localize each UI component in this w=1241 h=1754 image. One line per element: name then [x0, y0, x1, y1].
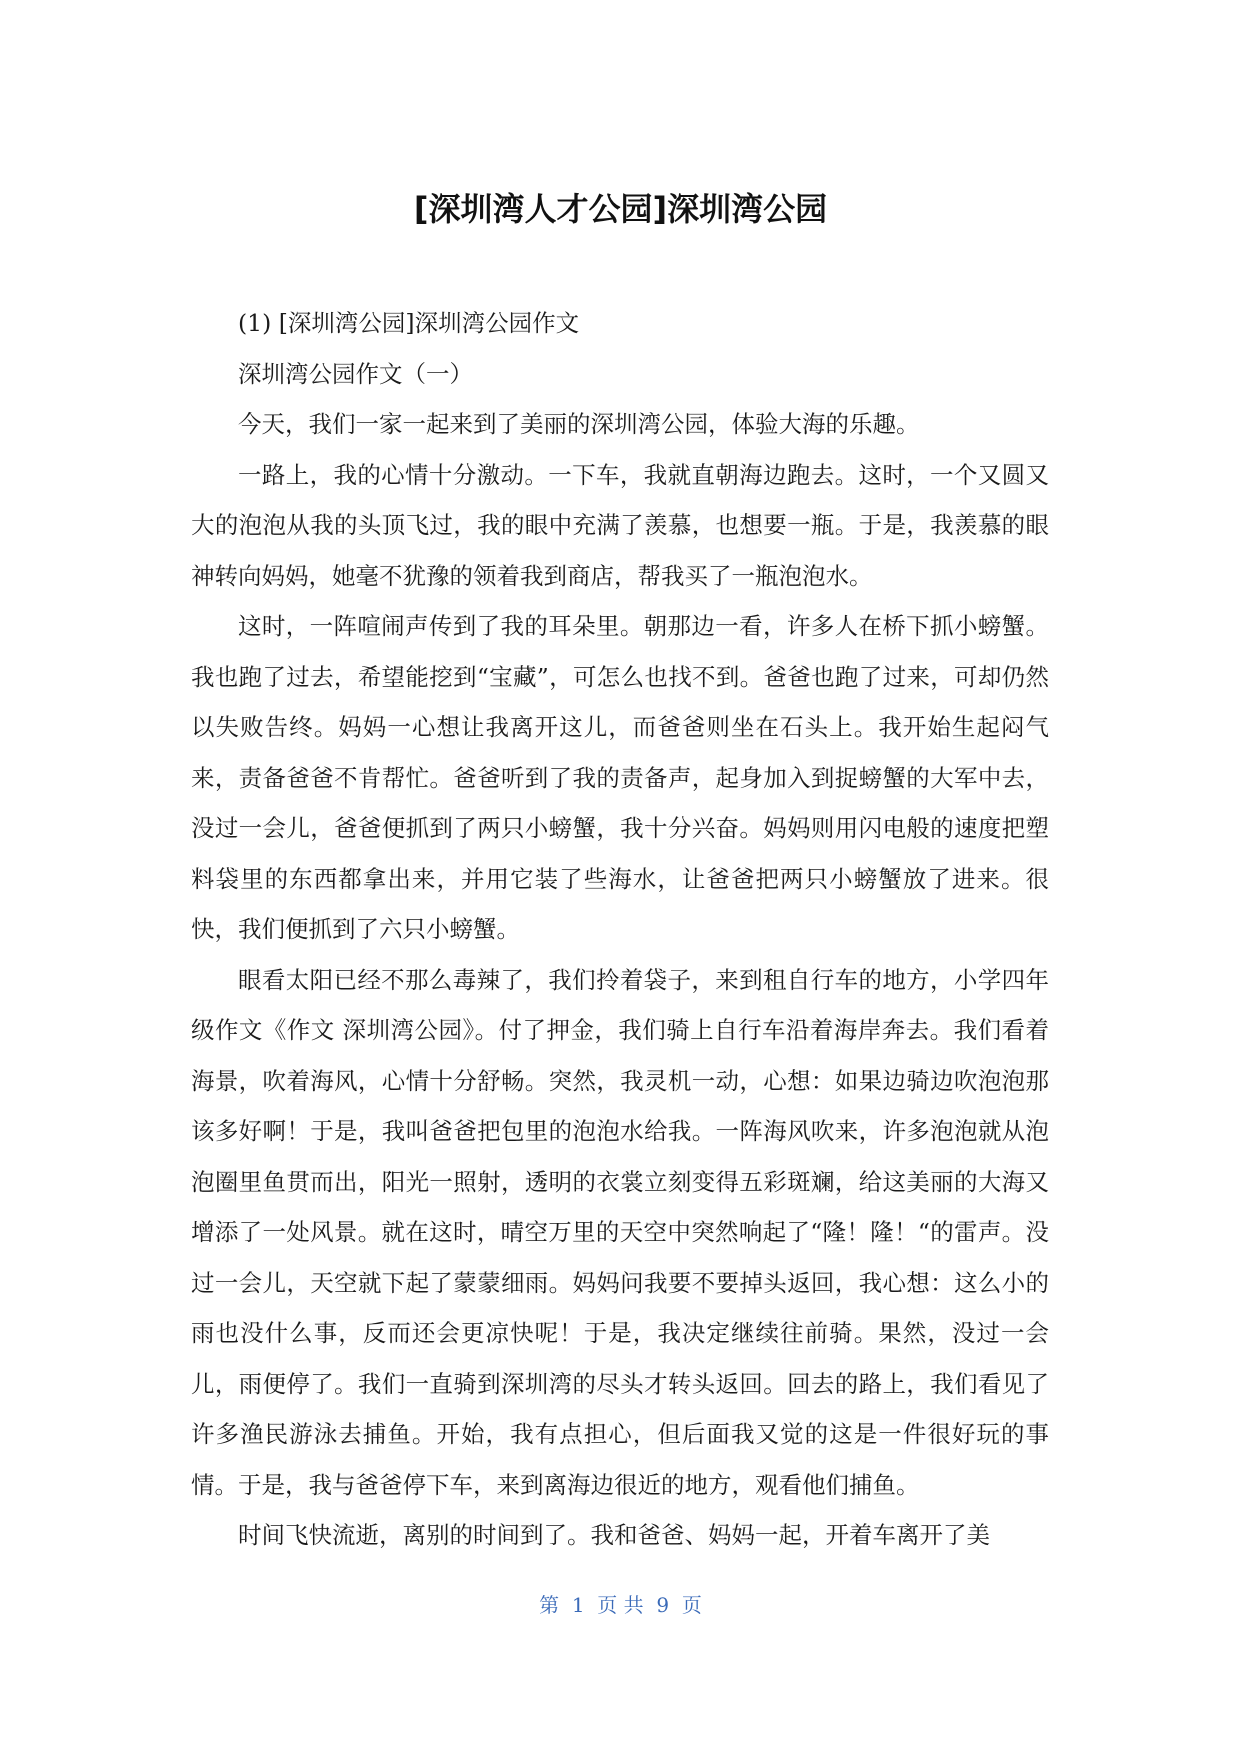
body-paragraph: 一路上，我的心情十分激动。一下车，我就直朝海边跑去。这时，一个又圆又大的泡泡从我的头顶飞过，我的眼中充满了羡慕，也想要一瓶。于是，我羡慕的眼神转向妈妈，她毫不犹豫的领着我到商店，帮我买了一瓶泡泡水。 — [191, 460, 1049, 590]
body-paragraph: 这时，一阵喧闹声传到了我的耳朵里。朝那边一看，许多人在桥下抓小螃蟹。我也跑了过去，希望能挖到“宝藏”，可怎么也找不到。爸爸也跑了过来，可却仍然以失败告终。妈妈一心想让我离开这儿，而爸爸则坐在石头上。我开始生起闷气来，责备爸爸不肯帮忙。爸爸听到了我的责备声，起身加入到捉螃蟹的大军中去，没过一会儿，爸爸便抓到了两只小螃蟹，我十分兴奋。妈妈则用闪电般的速度把塑料袋里的东西都拿出来，并用它装了些海水，让爸爸把两只小螃蟹放了进来。很快，我们便抓到了六只小螃蟹。 — [191, 612, 1049, 943]
section-heading: (1) [深圳湾公园]深圳湾公园作文 — [238, 309, 580, 337]
body-paragraph: 今天，我们一家一起来到了美丽的深圳湾公园，体验大海的乐趣。 — [238, 410, 920, 438]
body-paragraph: 眼看太阳已经不那么毒辣了，我们拎着袋子，来到租自行车的地方，小学四年级作文《作文 深圳湾公园》。付了押金，我们骑上自行车沿着海岸奔去。我们看着海景，吹着海风，心情十分舒畅。突然，我灵机一动，心想：如果边骑边吹泡泡那该多好啊！于是，我叫爸爸把包里的泡泡水给我。一阵海风吹来，许多泡泡就从泡泡圈里鱼贯而出，阳光一照射，透明的衣裳立刻变得五彩斑斓，给这美丽的大海又增添了一处风景。就在这时，晴空万里的天空中突然响起了“隆！隆！“的雷声。没过一会儿，天空就下起了蒙蒙细雨。妈妈问我要不要掉头返回，我心想：这么小的雨也没什么事，反而还会更凉快呢！于是，我决定继续往前骑。果然，没过一会儿，雨便停了。我们一直骑到深圳湾的尽头才转头返回。回去的路上，我们看见了许多渔民游泳去捕鱼。开始，我有点担心，但后面我又觉的这是一件很好玩的事情。于是，我与爸爸停下车，来到离海边很近的地方，观看他们捕鱼。 — [191, 965, 1049, 1499]
document-body — [191, 298, 1049, 1561]
document-title: [深圳湾人才公园]深圳湾公园 — [413, 190, 828, 228]
body-paragraph: 时间飞快流逝，离别的时间到了。我和爸爸、妈妈一起，开着车离开了美 — [238, 1521, 990, 1549]
essay-subtitle: 深圳湾公园作文（一） — [238, 359, 473, 388]
page-number-footer: 第 1 页 共 9 页 — [539, 1593, 702, 1617]
